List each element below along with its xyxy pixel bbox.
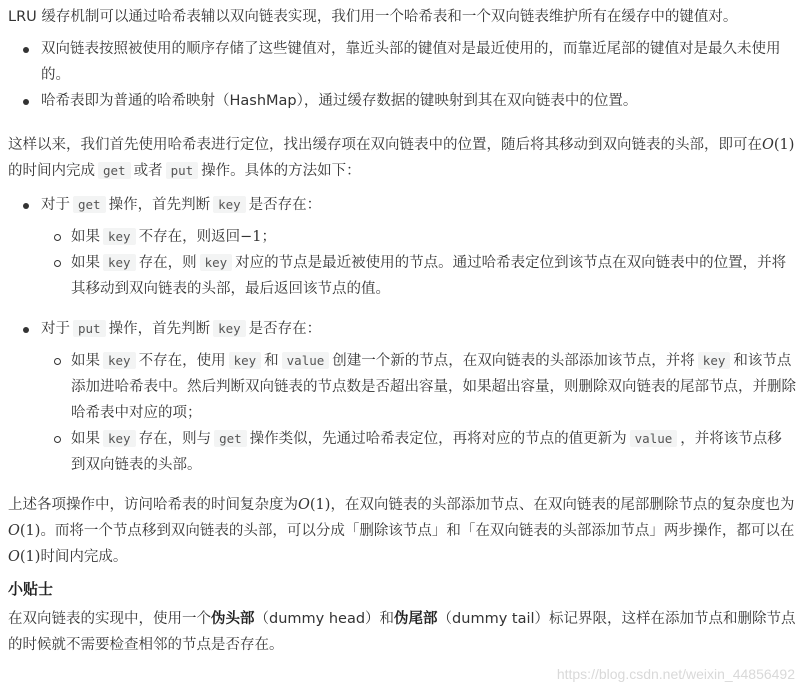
code-put: put (166, 162, 199, 179)
code-key: key (200, 254, 233, 271)
summary-paragraph: 上述各项操作中，访问哈希表的时间复杂度为O(1)，在双向链表的头部添加节点、在双向链表的尾部删除节点的复杂度也为O(1)。而将一个节点移到双向链表的头部，可以分成「删除该节点」和「在双向链表的头部添加节点」两步操作，都可以在O(1)时间内完成。 (8, 497, 795, 565)
math-o1: O(1) (8, 549, 41, 565)
code-value: value (282, 352, 330, 369)
code-get: get (214, 430, 247, 447)
code-get: get (73, 196, 106, 213)
code-key: key (213, 196, 246, 213)
article-body (8, 4, 796, 658)
intro-paragraph: LRU 缓存机制可以通过哈希表辅以双向链表实现，我们用一个哈希表和一个双向链表维护所有在缓存中的键值对。 (8, 9, 738, 25)
text: 的时间内完成 (8, 163, 95, 179)
code-value: value (630, 430, 678, 447)
code-key: key (103, 254, 136, 271)
sublist-item: 如果 key 存在，则 key 对应的节点是最近被使用的节点。通过哈希表定位到该节点在双向链表中的位置，并将其移动到双向链表的头部，最后返回该节点的值。 (8, 250, 796, 302)
list-item-get: 对于 get 操作，首先判断 key 是否存在： 如果 key 不存在，则返回−1； 如果 key 存在，则 key 对应的节点是最近被使用的节点。通过哈希表定位到该节点在双向链表中的位置，并将其移动到双向链表的头部，最后返回该节点的值。 (8, 192, 796, 302)
text: 操作。具体的方法如下： (201, 163, 361, 179)
code-key: key (229, 352, 262, 369)
code-key: key (103, 228, 136, 245)
sublist-item: 如果 key 不存在，使用 key 和 value 创建一个新的节点，在双向链表的头部添加该节点，并将 key 和该节点添加进哈希表中。然后判断双向链表的节点数是否超出容量，如果超出容量，则删除双向链表的尾部节点，并删除哈希表中对应的项； (8, 348, 796, 426)
code-key: key (103, 430, 136, 447)
math-minus-one: −1 (240, 229, 262, 245)
text: 或者 (133, 163, 163, 179)
tip-paragraph: 在双向链表的实现中，使用一个伪头部（dummy head）和伪尾部（dummy tail）标记界限，这样在添加节点和删除节点的时候就不需要检查相邻的节点是否存在。 (8, 611, 796, 653)
watermark: https://blog.csdn.net/weixin_44856492 (556, 666, 795, 682)
sublist-item: 如果 key 存在，则与 get 操作类似，先通过哈希表定位，再将对应的节点的值更新为 value ，并将该节点移到双向链表的头部。 (8, 426, 796, 478)
list-item: 哈希表即为普通的哈希映射（HashMap），通过缓存数据的键映射到其在双向链表中的位置。 (8, 88, 796, 114)
sublist-item: 如果 key 不存在，则返回−1； (8, 224, 796, 250)
math-o1: O(1) (8, 523, 41, 539)
code-key: key (213, 320, 246, 337)
strong-dummy-head: 伪头部 (211, 611, 255, 627)
intro-bullet-list (8, 36, 796, 114)
list-item: 双向链表按照被使用的顺序存储了这些键值对，靠近头部的键值对是最近使用的，而靠近尾部的键值对是最久未使用的。 (8, 36, 796, 88)
strong-dummy-tail: 伪尾部 (394, 611, 438, 627)
method-paragraph (8, 132, 796, 184)
tip-heading: 小贴士 (8, 580, 54, 598)
code-key: key (698, 352, 731, 369)
code-key: key (103, 352, 136, 369)
code-put: put (73, 320, 106, 337)
math-o1: O(1) (762, 137, 795, 153)
put-list (8, 316, 796, 478)
code-get: get (98, 162, 131, 179)
list-item-put: 对于 put 操作，首先判断 key 是否存在： 如果 key 不存在，使用 key 和 value 创建一个新的节点，在双向链表的头部添加该节点，并将 key 和该节点添加进哈希表中。然后判断双向链表的节点数是否超出容量，如果超出容量，则删除双向链表的尾部节点，并删除哈希表中对应的项； 如果 key 存在，则与 get 操作类似，先通过哈希表定位，再将对应的节点的值更新为 value ，并将该节点移到双向链表的头部。 (8, 316, 796, 478)
get-list (8, 192, 796, 302)
math-o1: O(1) (298, 497, 331, 513)
text: 这样以来，我们首先使用哈希表进行定位，找出缓存项在双向链表中的位置，随后将其移动到双向链表的头部，即可在 (8, 137, 762, 153)
get-sublist (8, 224, 796, 302)
put-sublist (8, 348, 796, 478)
